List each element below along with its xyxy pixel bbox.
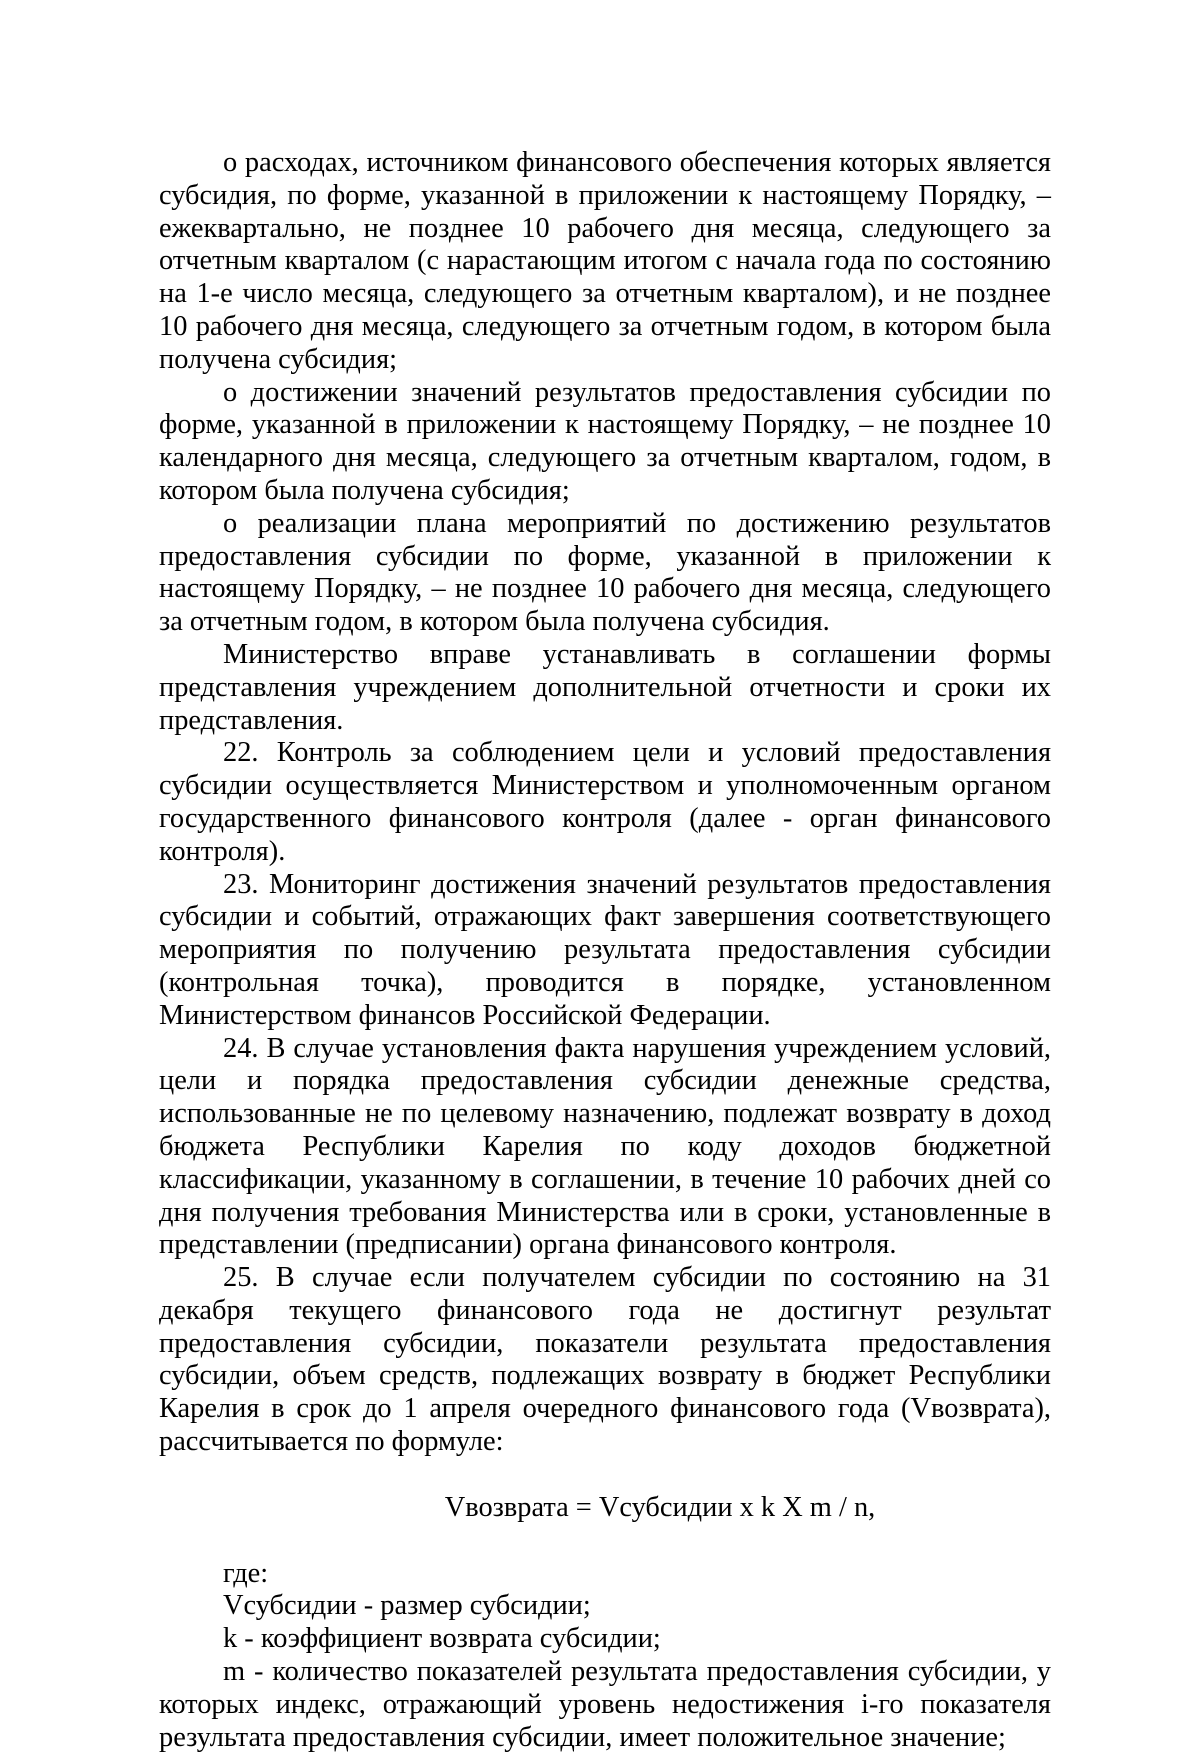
- definition-k: k - коэффициент возврата субсидии;: [223, 1623, 661, 1655]
- paragraph-item-24: 24. В случае установления факта нарушения учреждением условий, цели и порядка предоставления субсидии денежные средства, использованные не по целевому назначению, подлежат возврату в доход бюджета Республики Карелия по коду доходов бюджетной классификации, указанному в соглашении, в течение 10 рабочих дней со дня получения требования Министерства или в сроки, установленные в представлении (предписании) органа финансового контроля.: [159, 1032, 1051, 1261]
- paragraph-item-23: 23. Мониторинг достижения значений результатов предоставления субсидии и событий, отражающих факт завершения соответствующего мероприятия по получению результата предоставления субсидии (контрольная точка), проводится в порядке, установленном Министерством финансов Российской Федерации.: [159, 868, 1051, 1031]
- where-label: где:: [223, 1557, 269, 1589]
- paragraph-results-report: о достижении значений результатов предоставления субсидии по форме, указанной в приложении к настоящему Порядку, – не позднее 10 календарного дня месяца, следующего за отчетным кварталом, годом, в котором была получена субсидия;: [159, 376, 1051, 506]
- paragraph-expense-report: о расходах, источником финансового обеспечения которых является субсидия, по форме, указанной в приложении к настоящему Порядку, – ежеквартально, не позднее 10 рабочего дня месяца, следующего за отчетным кварталом (с нарастающим итогом с начала года по состоянию на 1-е число месяца, следующего за отчетным кварталом), и не позднее 10 рабочего дня месяца, следующего за отчетным годом, в котором была получена субсидия;: [159, 147, 1051, 375]
- return-formula: Vвозврата = Vсубсидии x k X m / n,: [444, 1491, 876, 1523]
- definition-m: m - количество показателей результата предоставления субсидии, у которых индекс, отражающий уровень недостижения i-го показателя результата предоставления субсидии, имеет положительное значение;: [159, 1656, 1051, 1753]
- document-page: [159, 147, 1051, 1754]
- paragraph-item-25: 25. В случае если получателем субсидии по состоянию на 31 декабря текущего финансового года не достигнут результат предоставления субсидии, показатели результата предоставления субсидии, объем средств, подлежащих возврату в бюджет Республики Карелия в срок до 1 апреля очередного финансового года (Vвозврата), рассчитывается по формуле:: [159, 1262, 1051, 1458]
- paragraph-item-22: 22. Контроль за соблюдением цели и условий предоставления субсидии осуществляется Министерством и уполномоченным органом государственного финансового контроля (далее - орган финансового контроля).: [159, 737, 1051, 867]
- definition-v-subsidy: Vсубсидии - размер субсидии;: [223, 1590, 591, 1622]
- paragraph-plan-report: о реализации плана мероприятий по достижению результатов предоставления субсидии по форме, указанной в приложении к настоящему Порядку, – не позднее 10 рабочего дня месяца, следующего за отчетным годом, в котором была получена субсидия.: [159, 507, 1051, 638]
- paragraph-ministry-rights: Министерство вправе устанавливать в соглашении формы представления учреждением дополнительной отчетности и сроки их представления.: [159, 638, 1051, 736]
